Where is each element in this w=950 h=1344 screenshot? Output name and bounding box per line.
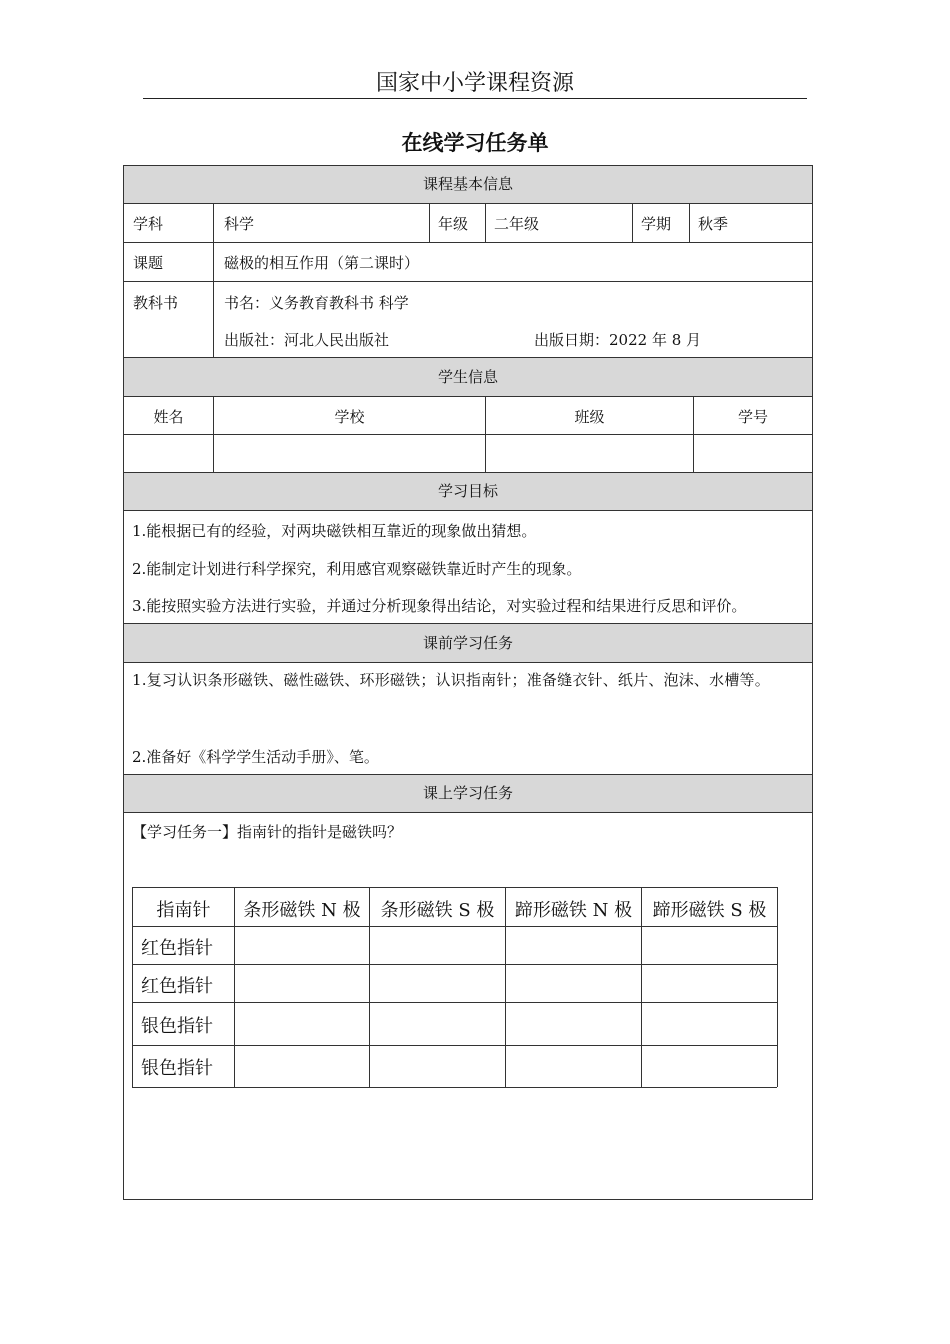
header-bar-magnet-s: 条形磁铁 S 极 xyxy=(380,900,495,921)
divider xyxy=(123,242,813,243)
divider xyxy=(123,203,813,204)
divider xyxy=(123,510,813,511)
textbook-label: 教科书 xyxy=(133,294,179,312)
book-name: 书名：义务教育教科书 科学 xyxy=(224,294,409,312)
header-horseshoe-magnet-n: 蹄形磁铁 N 极 xyxy=(514,900,633,921)
section-title: 学习目标 xyxy=(437,482,498,500)
section-learning-goals xyxy=(124,473,812,510)
col-student-id: 学号 xyxy=(737,408,768,426)
goal-item: 3.能按照实验方法进行实验，并通过分析现象得出结论，对实验过程和结果进行反思和评价。 xyxy=(132,597,747,615)
col-school: 学校 xyxy=(334,408,365,426)
grade-label: 年级 xyxy=(438,215,469,233)
subject-label: 学科 xyxy=(133,215,164,233)
divider xyxy=(777,887,778,1087)
header-bar-magnet-n: 条形磁铁 N 极 xyxy=(243,900,361,921)
section-title: 学生信息 xyxy=(437,368,498,386)
publisher: 出版社：河北人民出版社 xyxy=(224,331,390,349)
topic-label: 课题 xyxy=(133,254,164,272)
col-name: 姓名 xyxy=(153,408,184,426)
site-title: 国家中小学课程资源 xyxy=(375,71,574,96)
header-compass: 指南针 xyxy=(156,900,211,921)
header-divider xyxy=(143,98,807,99)
term-label: 学期 xyxy=(641,215,672,233)
divider xyxy=(132,964,777,965)
divider xyxy=(123,434,813,435)
divider xyxy=(123,396,813,397)
divider xyxy=(213,203,214,357)
term-value: 秋季 xyxy=(698,215,729,233)
col-class: 班级 xyxy=(574,408,605,426)
section-student-info xyxy=(124,358,812,396)
goal-item: 1.能根据已有的经验，对两块磁铁相互靠近的现象做出猜想。 xyxy=(132,522,537,540)
section-title: 课程基本信息 xyxy=(422,175,513,193)
header-horseshoe-magnet-s: 蹄形磁铁 S 极 xyxy=(652,900,767,921)
row-label: 红色指针 xyxy=(141,976,213,997)
grade-value: 二年级 xyxy=(494,215,540,233)
section-title: 课前学习任务 xyxy=(422,634,513,652)
subject-value: 科学 xyxy=(224,215,255,233)
divider xyxy=(132,887,777,888)
divider xyxy=(132,926,777,927)
divider xyxy=(632,203,633,242)
divider xyxy=(429,203,430,242)
pre-class-item: 2.准备好《科学学生活动手册》、笔。 xyxy=(132,748,379,766)
divider xyxy=(123,281,813,282)
row-label: 红色指针 xyxy=(141,938,213,959)
section-title: 课上学习任务 xyxy=(422,784,513,802)
topic-value: 磁极的相互作用（第二课时） xyxy=(224,254,420,272)
divider xyxy=(689,203,690,242)
divider xyxy=(132,1045,777,1046)
divider xyxy=(123,812,813,813)
row-label: 银色指针 xyxy=(141,1016,213,1037)
section-in-class xyxy=(124,775,812,812)
document-title: 在线学习任务单 xyxy=(401,131,549,155)
row-label: 银色指针 xyxy=(141,1058,213,1079)
goal-item: 2.能制定计划进行科学探究，利用感官观察磁铁靠近时产生的现象。 xyxy=(132,560,582,578)
divider xyxy=(132,1087,777,1088)
task-one-title: 【学习任务一】指南针的指针是磁铁吗？ xyxy=(132,823,403,841)
divider xyxy=(485,203,486,242)
section-pre-class xyxy=(124,624,812,662)
pre-class-item: 1.复习认识条形磁铁、磁性磁铁、环形磁铁；认识指南针；准备缝衣针、纸片、泡沫、水槽等。 xyxy=(132,671,770,689)
publish-date: 出版日期：2022 年 8 月 xyxy=(534,331,702,349)
divider xyxy=(132,1002,777,1003)
section-course-info xyxy=(124,166,812,203)
